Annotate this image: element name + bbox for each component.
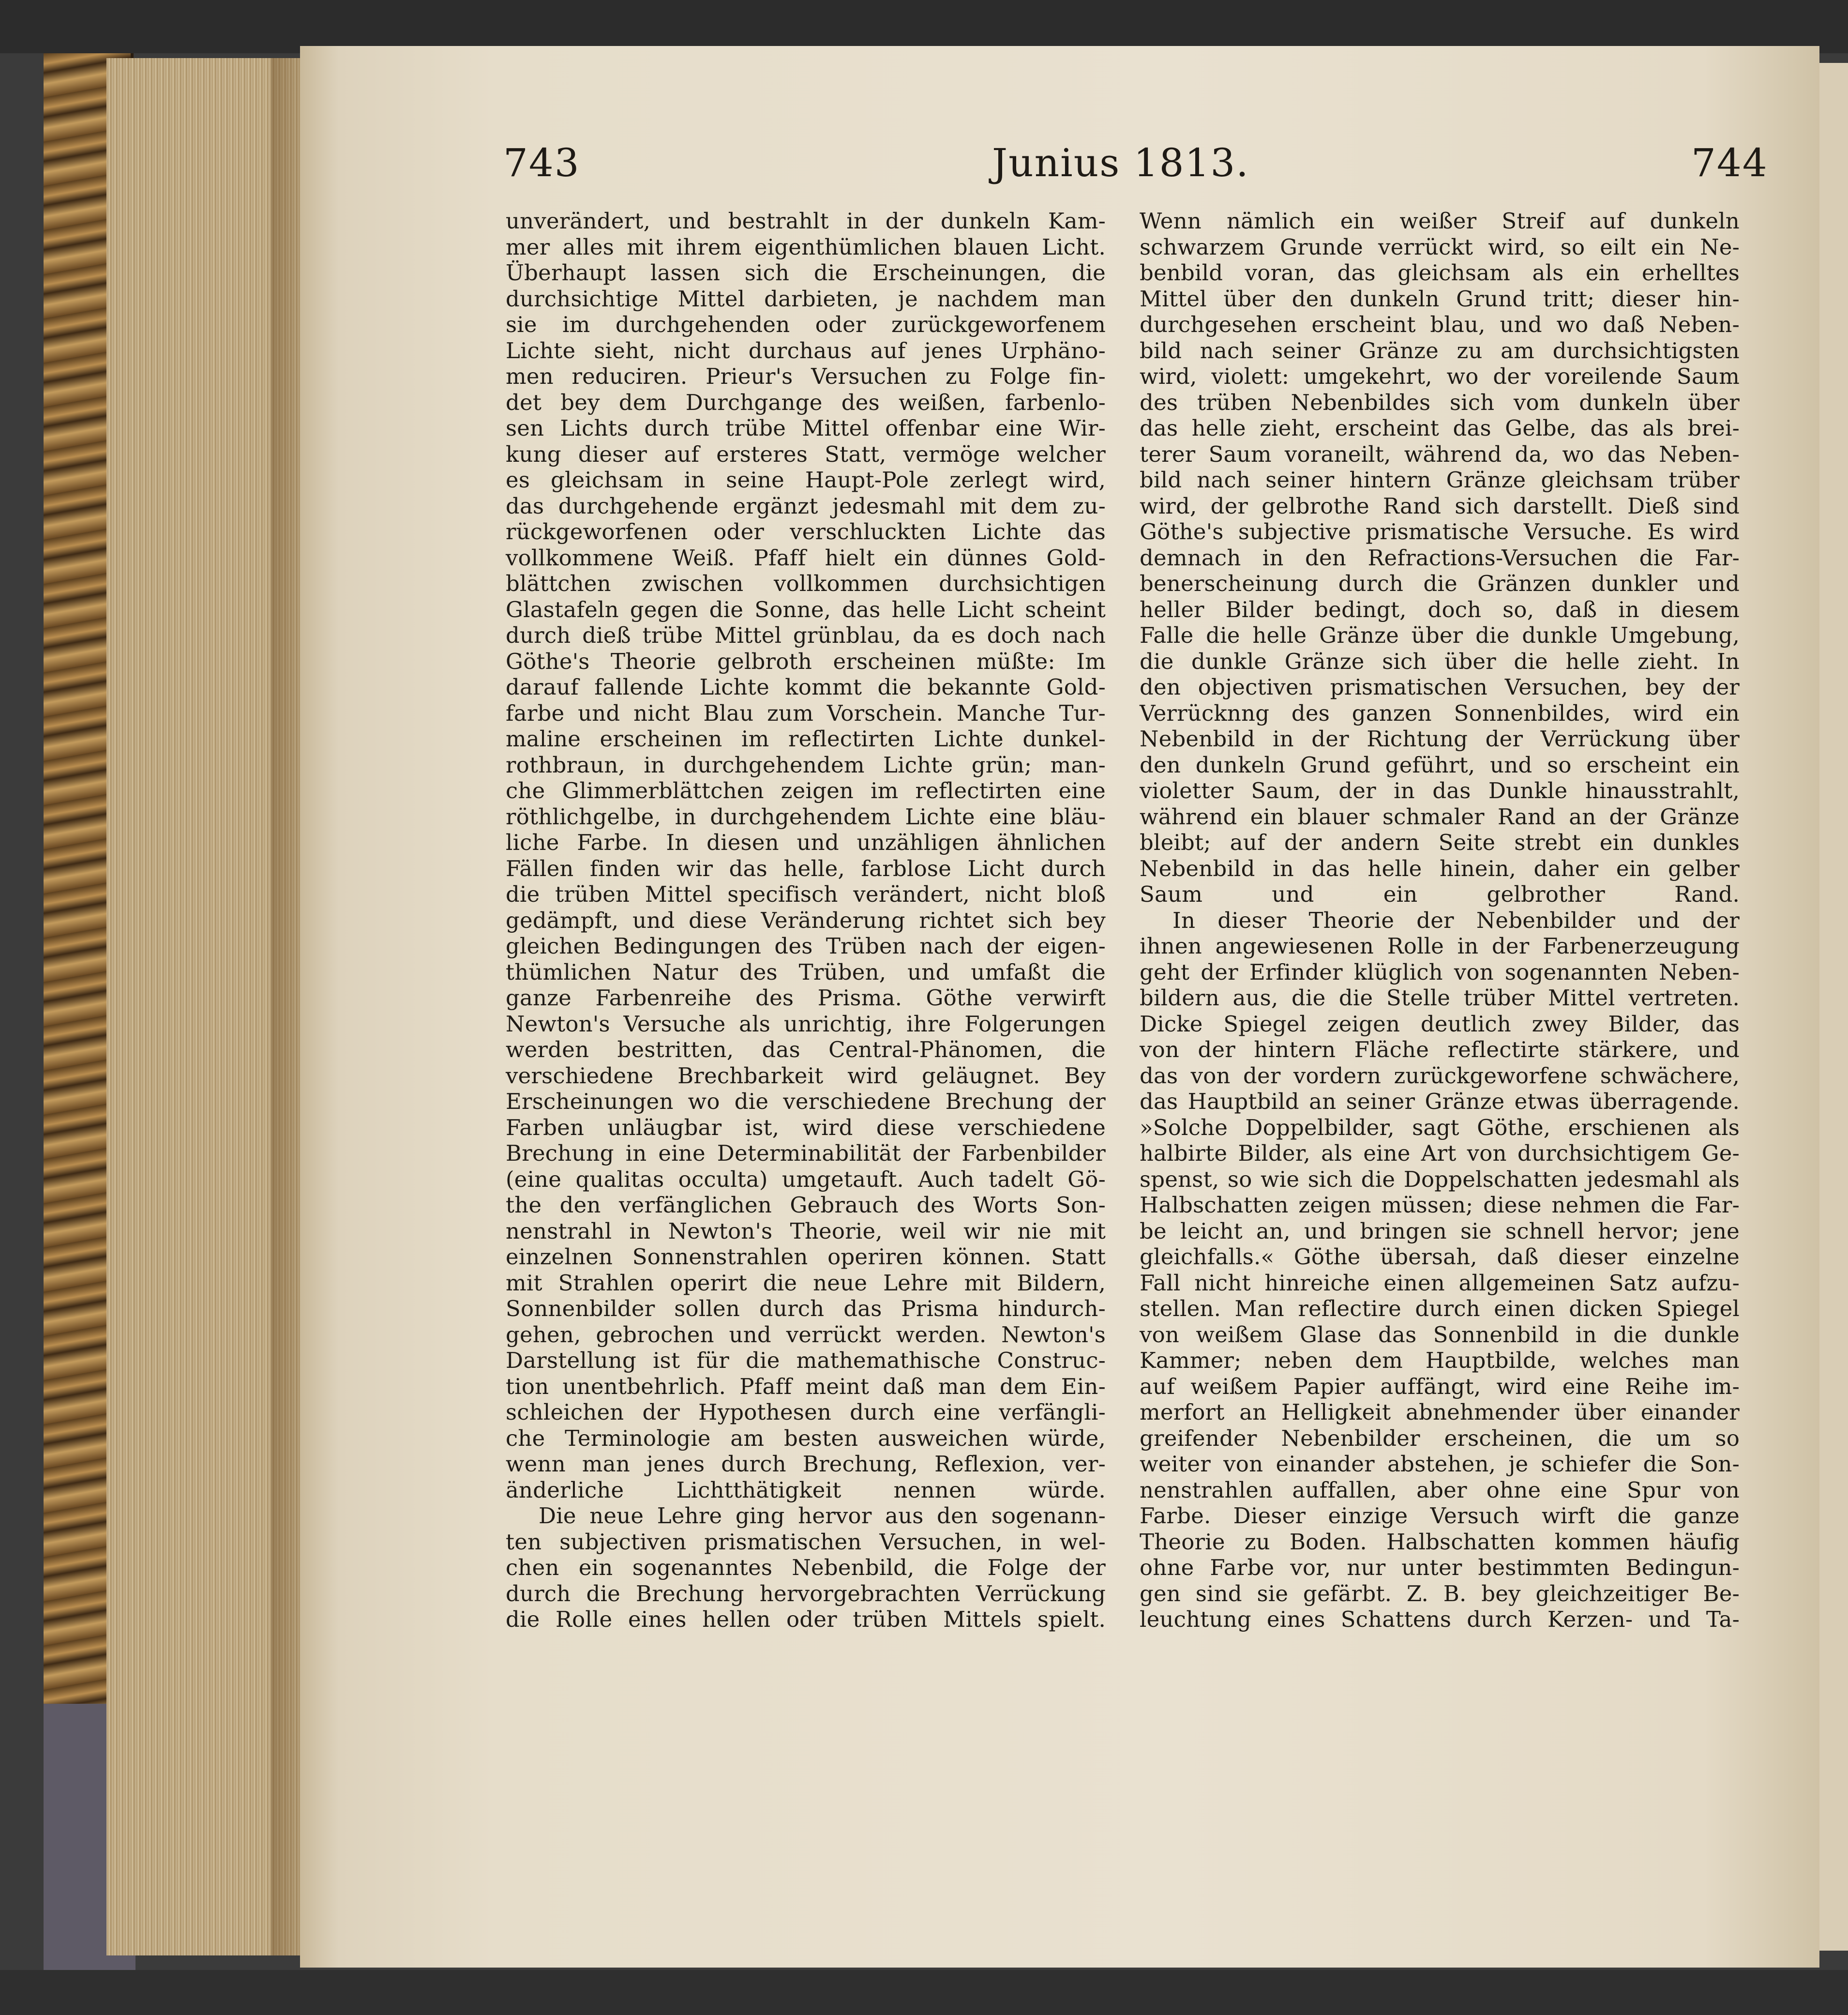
- text-line: heller Bilder bedingt, doch so, daß in diesem: [1140, 596, 1740, 622]
- text-line: unverändert, und bestrahlt in der dunkeln Kam-: [506, 208, 1106, 234]
- text-line: Saum und ein gelbrother Rand.: [1140, 881, 1740, 907]
- text-column-left: [506, 208, 1106, 1633]
- text-line: Mittel über den dunkeln Grund tritt; dieser hin-: [1140, 286, 1740, 312]
- text-line: bildern aus, die die Stelle trüber Mittel vertreten.: [1140, 985, 1740, 1011]
- text-line: Newton's Versuche als unrichtig, ihre Folgerungen: [506, 1011, 1106, 1037]
- text-line: die Rolle eines hellen oder trüben Mittels spielt.: [506, 1606, 1106, 1632]
- text-line: leuchtung eines Schattens durch Kerzen- und Ta-: [1140, 1606, 1740, 1632]
- text-line: »Solche Doppelbilder, sagt Göthe, erschienen als: [1140, 1114, 1740, 1140]
- text-line: (eine qualitas occulta) umgetauft. Auch tadelt Gö-: [506, 1166, 1106, 1192]
- text-line: verschiedene Brechbarkeit wird geläugnet. Bey: [506, 1062, 1106, 1089]
- text-line: Kammer; neben dem Hauptbilde, welches man: [1140, 1348, 1740, 1373]
- text-line: blättchen zwischen vollkommen durchsichtigen: [506, 571, 1106, 596]
- text-line: Sonnenbilder sollen durch das Prisma hindurch-: [506, 1296, 1106, 1321]
- text-line: den objectiven prismatischen Versuchen, bey der: [1140, 674, 1740, 700]
- text-line: benerscheinung durch die Gränzen dunkler und: [1140, 571, 1740, 596]
- page-number-right: 744: [1691, 140, 1768, 185]
- text-line: rothbraun, in durchgehendem Lichte grün; man-: [506, 752, 1106, 778]
- text-line: greifender Nebenbilder erscheinen, die um so: [1140, 1425, 1740, 1451]
- text-line: nenstrahl in Newton's Theorie, weil wir nie mit: [506, 1218, 1106, 1244]
- text-line: durch die Brechung hervorgebrachten Verrückung: [506, 1580, 1106, 1606]
- text-line: das durchgehende ergänzt jedesmahl mit dem zu-: [506, 493, 1106, 519]
- text-line: maline erscheinen im reflectirten Lichte dunkel-: [506, 726, 1106, 752]
- text-line: men reduciren. Prieur's Versuchen zu Folge fin-: [506, 364, 1106, 389]
- text-line: liche Farbe. In diesen und unzähligen ähnlichen: [506, 830, 1106, 855]
- text-line: gehen, gebrochen und verrückt werden. Newton's: [506, 1321, 1106, 1348]
- text-line: Verrücknng des ganzen Sonnenbildes, wird ein: [1140, 700, 1740, 726]
- running-head-title: Junius 1813.: [992, 140, 1249, 185]
- text-line: Glastafeln gegen die Sonne, das helle Licht scheint: [506, 596, 1106, 622]
- text-line: bleibt; auf der andern Seite strebt ein dunkles: [1140, 830, 1740, 855]
- text-line: das helle zieht, erscheint das Gelbe, das als brei-: [1140, 415, 1740, 441]
- text-line: röthlichgelbe, in durchgehendem Lichte eine bläu-: [506, 803, 1106, 830]
- text-line: wird, der gelbrothe Rand sich darstellt. Dieß sind: [1140, 493, 1740, 519]
- text-line: Göthe's Theorie gelbroth erscheinen müßte: Im: [506, 648, 1106, 674]
- text-line: Dicke Spiegel zeigen deutlich zwey Bilder, das: [1140, 1011, 1740, 1037]
- text-line: des trüben Nebenbildes sich vom dunkeln über: [1140, 389, 1740, 415]
- text-line: ganze Farbenreihe des Prisma. Göthe verwirft: [506, 985, 1106, 1011]
- text-line: wird, violett: umgekehrt, wo der voreilende Saum: [1140, 364, 1740, 389]
- text-line: schwarzem Grunde verrückt wird, so eilt ein Ne-: [1140, 234, 1740, 260]
- text-line: Göthe's subjective prismatische Versuche. Es wird: [1140, 519, 1740, 545]
- text-line: Überhaupt lassen sich die Erscheinungen, die: [506, 260, 1106, 286]
- text-line: einzelnen Sonnenstrahlen operiren können. Statt: [506, 1244, 1106, 1270]
- facing-page-edge: [1819, 63, 1848, 1951]
- text-line: violetter Saum, der in das Dunkle hinausstrahlt,: [1140, 778, 1740, 803]
- text-line: gedämpft, und diese Veränderung richtet sich bey: [506, 907, 1106, 933]
- text-line: terer Saum voraneilt, während da, wo das Neben-: [1140, 441, 1740, 467]
- text-line: bild nach seiner Gränze zu am durchsichtigsten: [1140, 337, 1740, 364]
- text-line: durch dieß trübe Mittel grünblau, da es doch nach: [506, 622, 1106, 648]
- text-line: Darstellung ist für die mathemathische Construc-: [506, 1348, 1106, 1373]
- text-line: demnach in den Refractions-Versuchen die Far-: [1140, 545, 1740, 571]
- text-line: Theorie zu Boden. Halbschatten kommen häufig: [1140, 1529, 1740, 1555]
- text-line: Die neue Lehre ging hervor aus den sogenann-: [539, 1503, 1106, 1529]
- page-number-left: 743: [503, 140, 580, 185]
- text-line: Farbe. Dieser einzige Versuch wirft die ganze: [1140, 1503, 1740, 1529]
- text-line: Halbschatten zeigen müssen; diese nehmen die Far-: [1140, 1192, 1740, 1218]
- text-line: In dieser Theorie der Nebenbilder und der: [1172, 907, 1740, 933]
- scanner-bed-top: [0, 0, 1848, 53]
- text-line: stellen. Man reflectire durch einen dicken Spiegel: [1140, 1296, 1740, 1321]
- text-line: Wenn nämlich ein weißer Streif auf dunkeln: [1140, 208, 1740, 234]
- text-line: schleichen der Hypothesen durch eine verfängli-: [506, 1399, 1106, 1425]
- text-line: mer alles mit ihrem eigenthümlichen blauen Licht.: [506, 234, 1106, 260]
- text-line: thümlichen Natur des Trüben, und umfaßt die: [506, 959, 1106, 985]
- text-line: chen ein sogenanntes Nebenbild, die Folge der: [506, 1555, 1106, 1580]
- text-line: vollkommene Weiß. Pfaff hielt ein dünnes Gold-: [506, 545, 1106, 571]
- text-line: durchsichtige Mittel darbieten, je nachdem man: [506, 286, 1106, 312]
- text-line: Fällen finden wir das helle, farblose Licht durch: [506, 855, 1106, 881]
- text-line: Lichte sieht, nicht durchaus auf jenes Urphäno-: [506, 337, 1106, 364]
- text-line: che Terminologie am besten ausweichen würde,: [506, 1425, 1106, 1451]
- text-line: che Glimmerblättchen zeigen im reflectirten eine: [506, 778, 1106, 803]
- text-line: det bey dem Durchgange des weißen, farbenlo-: [506, 389, 1106, 415]
- text-line: änderliche Lichtthätigkeit nennen würde.: [506, 1477, 1106, 1503]
- text-line: Fall nicht hinreiche einen allgemeinen Satz aufzu-: [1140, 1270, 1740, 1296]
- text-line: ihnen angewiesenen Rolle in der Farbenerzeugung: [1140, 933, 1740, 959]
- text-line: ohne Farbe vor, nur unter bestimmten Bedingun-: [1140, 1555, 1740, 1580]
- scanner-bed-bottom: [0, 1970, 1848, 2015]
- text-line: bild nach seiner hintern Gränze gleichsam trüber: [1140, 467, 1740, 493]
- text-line: die trüben Mittel specifisch verändert, nicht bloß: [506, 881, 1106, 907]
- text-line: sen Lichts durch trübe Mittel offenbar eine Wir-: [506, 415, 1106, 441]
- text-line: geht der Erfinder klüglich von sogenannten Neben-: [1140, 959, 1740, 985]
- text-line: the den verfänglichen Gebrauch des Worts Son-: [506, 1192, 1106, 1218]
- text-line: wenn man jenes durch Brechung, Reflexion, ver-: [506, 1451, 1106, 1477]
- text-line: rückgeworfenen oder verschluckten Lichte das: [506, 519, 1106, 545]
- text-line: nenstrahlen auffallen, aber ohne eine Spur von: [1140, 1477, 1740, 1503]
- text-line: tion unentbehrlich. Pfaff meint daß man dem Ein-: [506, 1373, 1106, 1399]
- text-line: mit Strahlen operirt die neue Lehre mit Bildern,: [506, 1270, 1106, 1296]
- text-line: gen sind sie gefärbt. Z. B. bey gleichzeitiger Be-: [1140, 1580, 1740, 1606]
- text-line: gleichfalls.« Göthe übersah, daß dieser einzelne: [1140, 1244, 1740, 1270]
- text-line: gleichen Bedingungen des Trüben nach der eigen-: [506, 933, 1106, 959]
- text-line: auf weißem Papier auffängt, wird eine Reihe im-: [1140, 1373, 1740, 1399]
- text-line: die dunkle Gränze sich über die helle zieht. In: [1140, 648, 1740, 674]
- text-line: von weißem Glase das Sonnenbild in die dunkle: [1140, 1321, 1740, 1348]
- text-line: Erscheinungen wo die verschiedene Brechung der: [506, 1089, 1106, 1114]
- text-line: werden bestritten, das Central-Phänomen, die: [506, 1037, 1106, 1062]
- text-line: Brechung in eine Determinabilität der Farbenbilder: [506, 1140, 1106, 1166]
- text-line: farbe und nicht Blau zum Vorschein. Manche Tur-: [506, 700, 1106, 726]
- text-line: während ein blauer schmaler Rand an der Gränze: [1140, 803, 1740, 830]
- text-line: Nebenbild in der Richtung der Verrückung über: [1140, 726, 1740, 752]
- text-line: das von der vordern zurückgeworfene schwächere,: [1140, 1062, 1740, 1089]
- text-line: durchgesehen erscheint blau, und wo daß Neben-: [1140, 312, 1740, 337]
- text-line: be leicht an, und bringen sie schnell hervor; jene: [1140, 1218, 1740, 1244]
- text-line: darauf fallende Lichte kommt die bekannte Gold-: [506, 674, 1106, 700]
- text-line: Falle die helle Gränze über die dunkle Umgebung,: [1140, 622, 1740, 648]
- text-line: das Hauptbild an seiner Gränze etwas überragende.: [1140, 1089, 1740, 1114]
- text-line: weiter von einander abstehen, je schiefer die Son-: [1140, 1451, 1740, 1477]
- text-line: kung dieser auf ersteres Statt, vermöge welcher: [506, 441, 1106, 467]
- text-line: von der hintern Fläche reflectirte stärkere, und: [1140, 1037, 1740, 1062]
- text-line: den dunkeln Grund geführt, und so erscheint ein: [1140, 752, 1740, 778]
- text-line: sie im durchgehenden oder zurückgeworfenem: [506, 312, 1106, 337]
- text-line: spenst, so wie sich die Doppelschatten jedesmahl als: [1140, 1166, 1740, 1192]
- text-line: halbirte Bilder, als eine Art von durchsichtigem Ge-: [1140, 1140, 1740, 1166]
- text-line: Nebenbild in das helle hinein, daher ein gelber: [1140, 855, 1740, 881]
- text-column-right: [1140, 208, 1740, 1633]
- text-line: ten subjectiven prismatischen Versuchen, in wel-: [506, 1529, 1106, 1555]
- text-line: Farben unläugbar ist, wird diese verschiedene: [506, 1114, 1106, 1140]
- text-line: es gleichsam in seine Haupt-Pole zerlegt wird,: [506, 467, 1106, 493]
- text-line: benbild voran, das gleichsam als ein erhelltes: [1140, 260, 1740, 286]
- text-line: merfort an Helligkeit abnehmender über einander: [1140, 1399, 1740, 1425]
